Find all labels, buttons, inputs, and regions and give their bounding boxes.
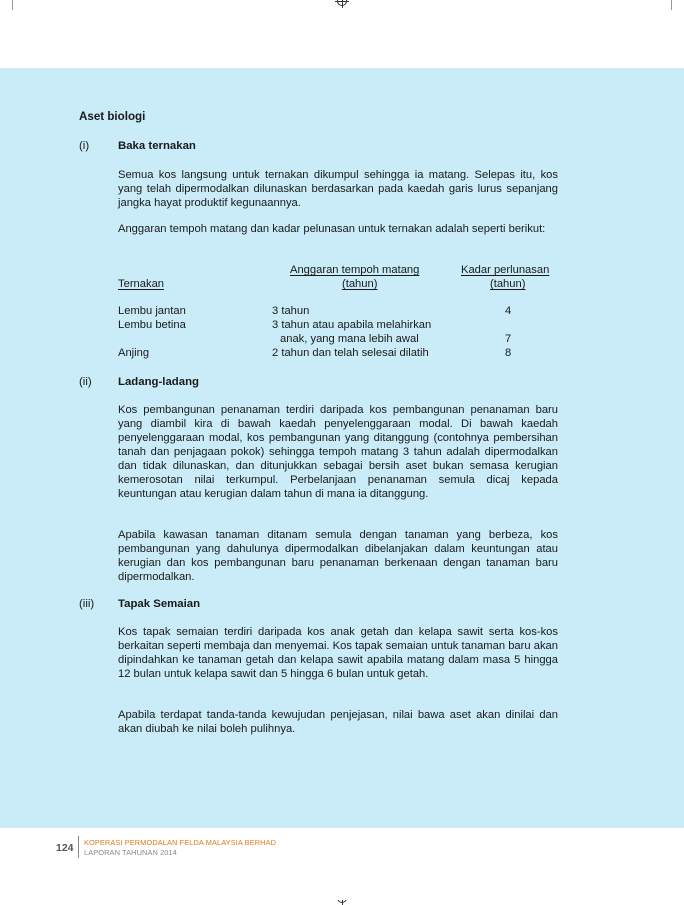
paragraph-text: Apabila kawasan tanaman ditanam semula dengan tanaman yang berbeza, kos pembangunan yang dahulunya dipermodalkan dibelanjakan dalam keuntungan atau kerugian dan kos pembangunan baru penanaman berkenaan dengan tanaman baru dipermodalkan. [118,529,558,583]
row-rate: 8 [505,347,512,359]
paragraph [118,708,558,736]
footer-divider [78,836,79,858]
paragraph [118,528,558,584]
header-maturity-unit: (tahun) [342,278,378,290]
row-livestock: Anjing [118,347,150,359]
crop-mark [12,0,13,10]
section-number: (iii) [79,598,95,610]
paragraph [118,403,558,501]
row-rate: 7 [505,333,512,345]
row-maturity-continued: anak, yang mana lebih awal [280,333,419,345]
paragraph [118,168,558,210]
section-title: Tapak Semaian [118,598,201,610]
header-livestock: Ternakan [118,278,165,290]
row-livestock: Lembu jantan [118,305,186,317]
footer-report-title: LAPORAN TAHUNAN 2014 [84,848,177,857]
paragraph [118,625,558,681]
header-rate-unit: (tahun) [490,278,526,290]
livestock-table [118,263,560,363]
row-maturity: 3 tahun [272,305,310,317]
paragraph-text: Semua kos langsung untuk ternakan dikumpul sehingga ia matang. Selepas itu, kos yang telah dipermodalkan dilunaskan berdasarkan pada kaedah garis lurus sepanjang jangka hayat produktif kegunaannya. [118,169,558,209]
header-rate: Kadar perlunasan [461,264,550,276]
registration-mark-top [337,0,347,6]
section-title: Baka ternakan [118,140,196,152]
row-livestock: Lembu betina [118,319,186,331]
paragraph-text: Kos tapak semaian terdiri daripada kos anak getah dan kelapa sawit serta kos-kos berkaitan seperti membaja dan menyemai. Kos tapak semaian untuk tanaman baru akan dipindahkan ke tanaman getah dan kelapa sawit apabila matang dalam masa 5 hingga 12 bulan untuk kelapa sawit dan 5 hingga 6 bulan untuk getah. [118,626,558,680]
page-number: 124 [56,842,74,854]
section-title: Ladang-ladang [118,376,200,388]
paragraph-text: Kos pembangunan penanaman terdiri daripada kos pembangunan penanaman baru yang diambil kira di bawah kaedah penyelenggaraan modal. Di bawah kaedah penyelenggaraan modal, kos pembangunan yang ditanggung (contohnya pembersihan tanah dan penjagaan pokok) sehingga tempoh matang 3 tahun adalah dipermodalkan dan tidak dilunaskan, dan ditunjukkan sebagai bersih aset bukan semasa kerugian kemerosotan nilai terkumpul. Perbelanjaan penanaman semula dicaj kepada keuntungan atau kerugian dalam tahun di mana ia ditanggung. [118,404,558,500]
footer-organization: KOPERASI PERMODALAN FELDA MALAYSIA BERHAD [84,838,277,847]
paragraph-text: Apabila terdapat tanda-tanda kewujudan penjejasan, nilai bawa aset akan dinilai dan akan diubah ke nilai boleh pulihnya. [118,709,558,735]
section-number: (i) [79,140,90,152]
row-rate: 4 [505,305,512,317]
section-number: (ii) [79,376,92,388]
row-maturity: 3 tahun atau apabila melahirkan [272,319,432,331]
row-maturity: 2 tahun dan telah selesai dilatih [272,347,429,359]
page-heading: Aset biologi [79,110,146,123]
crop-mark [671,0,672,10]
paragraph [118,222,558,236]
paragraph-text: Anggaran tempoh matang dan kadar pelunasan untuk ternakan adalah seperti berikut: [118,223,546,235]
header-maturity: Anggaran tempoh matang [290,264,420,276]
